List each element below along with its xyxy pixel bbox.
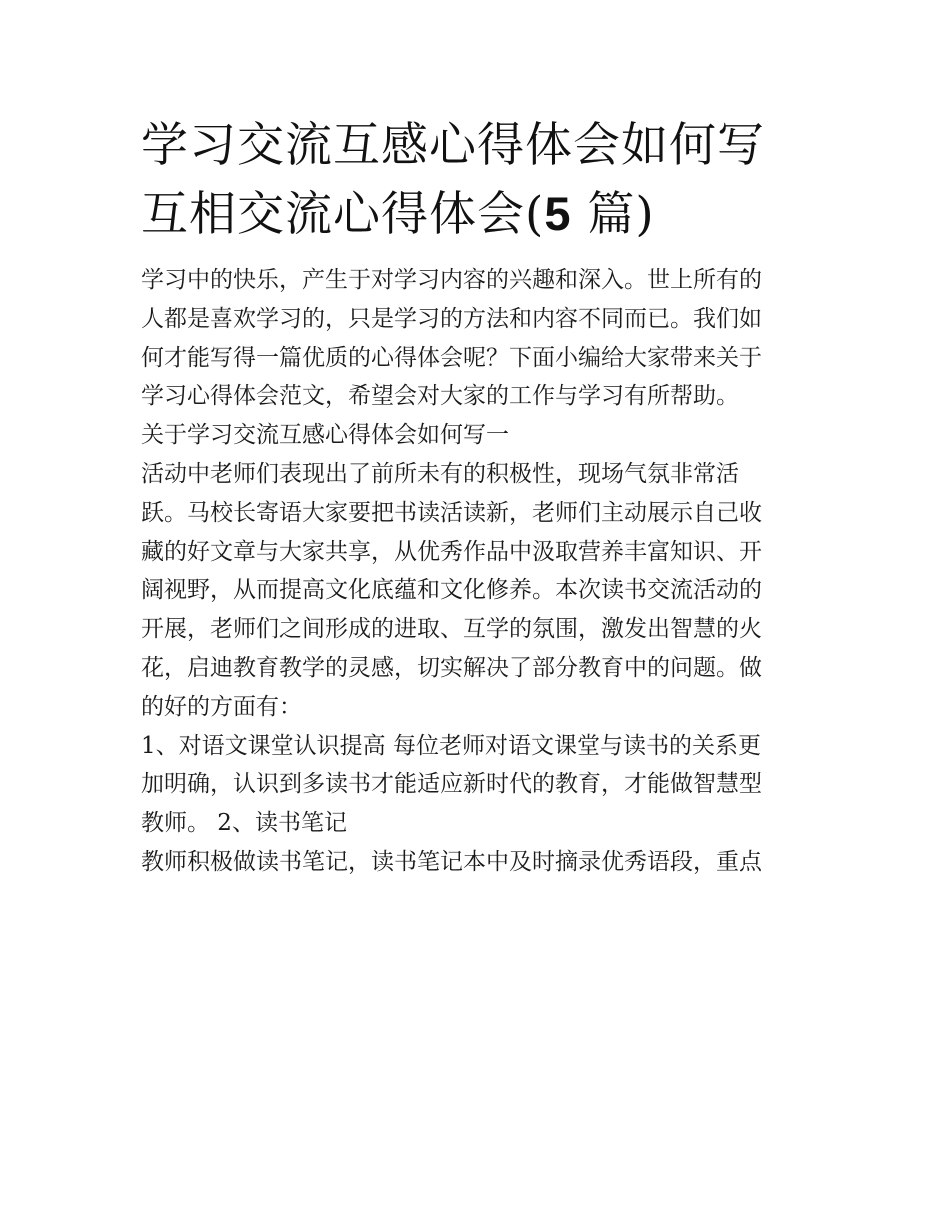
intro-line: 何才能写得一篇优质的心得体会呢？下面小编给大家带来关于: [141, 344, 762, 371]
intro-line: 学习中的快乐，产生于对学习内容的兴趣和深入。世上所有的: [141, 267, 762, 293]
body-line: 阔视野，从而提高文化底蕴和文化修养。本次读书交流活动的: [141, 577, 762, 604]
intro-line: 人都是喜欢学习的，只是学习的方法和内容不同而已。我们如: [141, 305, 762, 332]
notes-line: 教师积极做读书笔记，读书笔记本中及时摘录优秀语段，重点: [141, 848, 762, 875]
section-heading: [141, 416, 813, 455]
body-line: 跃。马校长寄语大家要把书读活读新，老师们主动展示自己收: [141, 499, 762, 526]
body-line: 的好的方面有：: [141, 693, 302, 720]
title-count: 5: [544, 187, 572, 240]
title-line-2-suffix: 篇): [571, 187, 655, 242]
intro-paragraph: [141, 261, 813, 416]
points-paragraph: [141, 727, 813, 843]
notes-paragraph: [141, 843, 813, 882]
body-paragraph: [141, 455, 813, 727]
document-content: [141, 112, 813, 882]
title-line-2-prefix: 互相交流心得体会(: [141, 187, 545, 242]
title-line-2: [141, 180, 813, 249]
body-line: 藏的好文章与大家共享，从优秀作品中汲取营养丰富知识、开: [141, 538, 762, 565]
point-line: 加明确，认识到多读书才能适应新时代的教育，才能做智慧型: [141, 771, 762, 798]
body-line: 开展，老师们之间形成的进取、互学的氛围，激发出智慧的火: [141, 616, 762, 643]
section-heading-text: 关于学习交流互感心得体会如何写一: [141, 422, 509, 449]
body-line: 活动中老师们表现出了前所未有的积极性，现场气氛非常活: [141, 460, 739, 487]
body-line: 花，启迪教育教学的灵感，切实解决了部分教育中的问题。做: [141, 654, 762, 681]
point-line: 教师。 2、读书笔记: [141, 810, 347, 837]
document-title: [141, 112, 813, 249]
title-line-1: 学习交流互感心得体会如何写: [141, 118, 765, 173]
intro-line: 学习心得体会范文，希望会对大家的工作与学习有所帮助。: [141, 383, 739, 410]
point-line: 1、对语文课堂认识提高 每位老师对语文课堂与读书的关系更: [141, 732, 761, 759]
